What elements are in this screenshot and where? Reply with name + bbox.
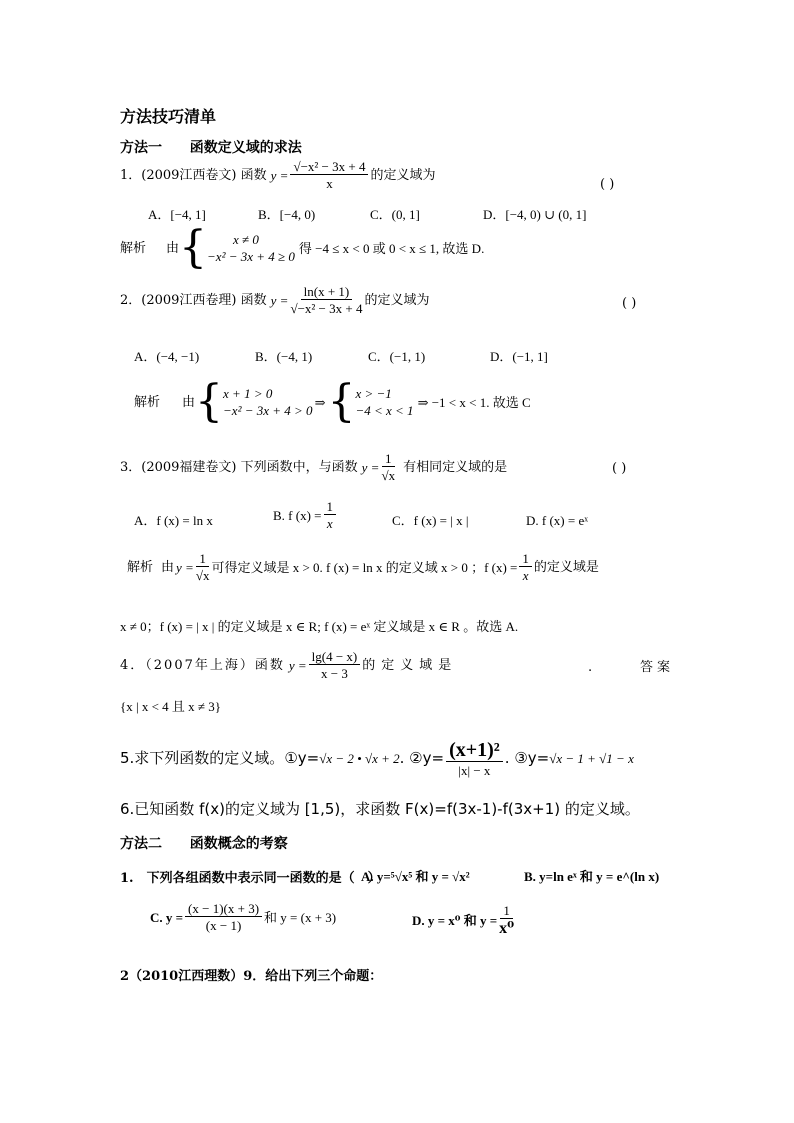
q3-solution-y: y = xyxy=(176,559,194,575)
q3-option-b-fraction xyxy=(324,500,337,530)
q3-solution-line2: x ≠ 0；f (x) = | x | 的定义域是 x ∈ R; f (x) = eˣ 定义域是 x ∈ R 。故选 A. xyxy=(120,619,519,634)
q4-dot: . xyxy=(588,660,593,675)
q3-option-b xyxy=(273,500,338,530)
method1-heading xyxy=(120,141,302,155)
q1-system-line2: −x² − 3x + 4 ≥ 0 xyxy=(207,249,295,264)
q2-stem xyxy=(120,285,429,315)
q1-numerator: √−x² − 3x + 4 xyxy=(290,160,368,175)
implies-icon: ⇒ xyxy=(314,394,326,410)
q2-solution-end: ⇒ −1 < x < 1. 故选 C xyxy=(417,394,531,410)
q3-option-b-numerator: 1 xyxy=(324,500,337,515)
q5-prefix: 5.求下列函数的定义域。①y= xyxy=(120,749,320,767)
q3-solution-a: 由 xyxy=(161,559,175,575)
q1-answer-paren: ( ) xyxy=(600,177,615,192)
q1-option-c: C．(0, 1] xyxy=(370,207,420,222)
q1-prefix: 1．(2009江西卷文) 函数 xyxy=(120,167,267,183)
q3-solution-label: 解析 xyxy=(127,559,154,575)
q5-fraction xyxy=(446,740,503,777)
q2-option-d: D．(−1, 1] xyxy=(490,349,548,364)
q3-solution-denominator2: x xyxy=(522,568,529,583)
p1-option-c xyxy=(150,902,336,932)
q6-text: 6.已知函数 f(x)的定义域为 [1,5)，求函数 F(x)=f(3x-1)-f(3x+1) 的定义域。 xyxy=(120,800,640,818)
q4-y: y = xyxy=(288,657,307,673)
q1-option-d: D．[−4, 0) ∪ (0, 1] xyxy=(483,207,587,222)
method1-title: 函数定义域的求法 xyxy=(189,140,302,156)
q3-solution-numerator2: 1 xyxy=(519,552,532,567)
q2-system-a xyxy=(223,387,313,417)
q3-answer-paren: ( ) xyxy=(612,461,627,476)
q2-system-b-line2: −4 < x < 1 xyxy=(355,403,414,418)
q2-system-b xyxy=(355,387,413,417)
q4-denominator: x − 3 xyxy=(321,666,348,681)
p2-text: 2（2010江西理数）9．给出下列三个命题： xyxy=(120,969,383,984)
q3-denominator: √x xyxy=(381,468,396,483)
p1-option-d-denominator: x⁰ xyxy=(499,920,515,937)
left-brace-icon: { xyxy=(195,376,224,427)
method2-title: 函数概念的考察 xyxy=(189,836,288,852)
q4-suffix: 的定义域是 xyxy=(362,657,458,673)
q1-solution-you: 由 xyxy=(166,240,180,256)
q1-option-a: A．[−4, 1] xyxy=(148,207,206,222)
q2-solution-label: 解析 xyxy=(134,394,161,410)
p1-option-d-fraction xyxy=(499,904,514,937)
q2-denominator: √−x² − 3x + 4 xyxy=(290,301,363,316)
q1-option-b: B．[−4, 0) xyxy=(258,207,316,222)
p1-option-c-suffix: 和 y = (x + 3) xyxy=(264,909,337,925)
p1-option-c-fraction xyxy=(185,902,262,932)
q1-denominator: x xyxy=(326,176,333,191)
p1-option-d xyxy=(412,904,516,937)
q2-y: y = xyxy=(270,292,289,308)
q2-solution xyxy=(134,376,531,427)
q1-fraction xyxy=(290,160,368,190)
p1-option-b: B. y=ln eˣ 和 y = e^(ln x) xyxy=(524,869,660,884)
q4-answer: {x | x < 4 且 x ≠ 3} xyxy=(120,699,222,714)
p1-option-c-numerator: (x − 1)(x + 3) xyxy=(185,902,262,917)
q5-numerator: (x+1)² xyxy=(446,740,503,762)
q4-answer-label: 答案 xyxy=(640,660,675,675)
q2-system-a-line1: x + 1 > 0 xyxy=(223,386,273,401)
q3-solution xyxy=(127,552,599,582)
q3-option-a: A．f (x) = ln x xyxy=(134,513,213,528)
p1-prefix: 1. 下列各组函数中表示同一函数的是（ ） xyxy=(120,871,381,886)
q3-option-b-prefix: B. f (x) = xyxy=(273,507,322,523)
p1-option-d-prefix: D. y = x⁰ 和 y = xyxy=(412,913,498,928)
method1-label: 方法一 xyxy=(120,140,162,156)
q4-numerator: lg(4 − x) xyxy=(309,650,361,665)
q3-numerator: 1 xyxy=(382,452,395,467)
q2-prefix: 2．(2009江西卷理) 函数 xyxy=(120,292,267,308)
method2-heading xyxy=(120,837,288,851)
q2-suffix: 的定义域为 xyxy=(364,292,430,308)
q3-stem xyxy=(120,452,507,482)
q2-fraction xyxy=(290,285,362,315)
q3-suffix: 有相同定义域的是 xyxy=(403,459,508,475)
q3-solution-b: 可得定义域是 x > 0. f (x) = ln x 的定义域 x > 0 ；f (x) = xyxy=(211,559,518,575)
q5-line xyxy=(120,740,634,777)
q4-prefix: 4．（2007年上海）函数 xyxy=(120,657,285,673)
method2-label: 方法二 xyxy=(120,836,162,852)
q5-denominator: |x| − x xyxy=(458,763,491,778)
q1-stem xyxy=(120,160,435,190)
page-heading: 方法技巧清单 xyxy=(120,107,217,126)
p1-option-d-numerator: 1 xyxy=(500,904,513,919)
q3-solution-fraction2 xyxy=(519,552,532,582)
q5-end: . ③y= xyxy=(504,749,550,767)
q5-function3: √x − 1 + √1 − x xyxy=(549,751,634,766)
p1-option-c-denominator: (x − 1) xyxy=(205,918,242,933)
q3-solution-denominator1: √x xyxy=(195,568,210,583)
q5-function1: √x − 2 • √x + 2 xyxy=(319,751,400,766)
q5-mid: . ②y= xyxy=(399,749,445,767)
q2-option-a: A．(−4, −1) xyxy=(134,349,200,364)
left-brace-icon: { xyxy=(179,222,208,273)
q2-answer-paren: ( ) xyxy=(622,296,637,311)
q1-solution-label: 解析 xyxy=(120,240,147,256)
p1-option-c-prefix: C. y = xyxy=(150,909,184,925)
q3-option-b-denominator: x xyxy=(326,516,333,531)
q1-system xyxy=(207,233,295,263)
q2-numerator: ln(x + 1) xyxy=(301,285,353,300)
q3-solution-c: 的定义域是 xyxy=(533,559,599,575)
q1-solution-end: 得 −4 ≤ x < 0 或 0 < x ≤ 1, 故选 D. xyxy=(298,240,485,256)
q2-system-a-line2: −x² − 3x + 4 > 0 xyxy=(223,403,313,418)
q2-option-c: C．(−1, 1) xyxy=(368,349,426,364)
q2-solution-you: 由 xyxy=(182,394,196,410)
q3-solution-numerator1: 1 xyxy=(196,552,209,567)
q3-option-c: C．f (x) = | x | xyxy=(392,513,469,528)
q1-suffix: 的定义域为 xyxy=(370,167,436,183)
p1-option-a: A. y=⁵√x⁵ 和 y = √x² xyxy=(361,869,470,884)
q4-stem xyxy=(120,650,457,680)
q3-option-d: D. f (x) = eˣ xyxy=(526,513,588,528)
q1-system-line1: x ≠ 0 xyxy=(233,232,259,247)
q3-prefix: 3．(2009福建卷文) 下列函数中，与函数 xyxy=(120,459,358,475)
q1-solution xyxy=(120,222,485,273)
q1-y: y = xyxy=(270,167,289,183)
q2-option-b: B．(−4, 1) xyxy=(255,349,313,364)
q3-y: y = xyxy=(361,459,380,475)
q3-fraction xyxy=(381,452,395,482)
q4-fraction xyxy=(309,650,361,680)
q3-solution-fraction1 xyxy=(196,552,210,582)
left-brace-icon: { xyxy=(327,376,356,427)
q2-system-b-line1: x > −1 xyxy=(355,386,392,401)
